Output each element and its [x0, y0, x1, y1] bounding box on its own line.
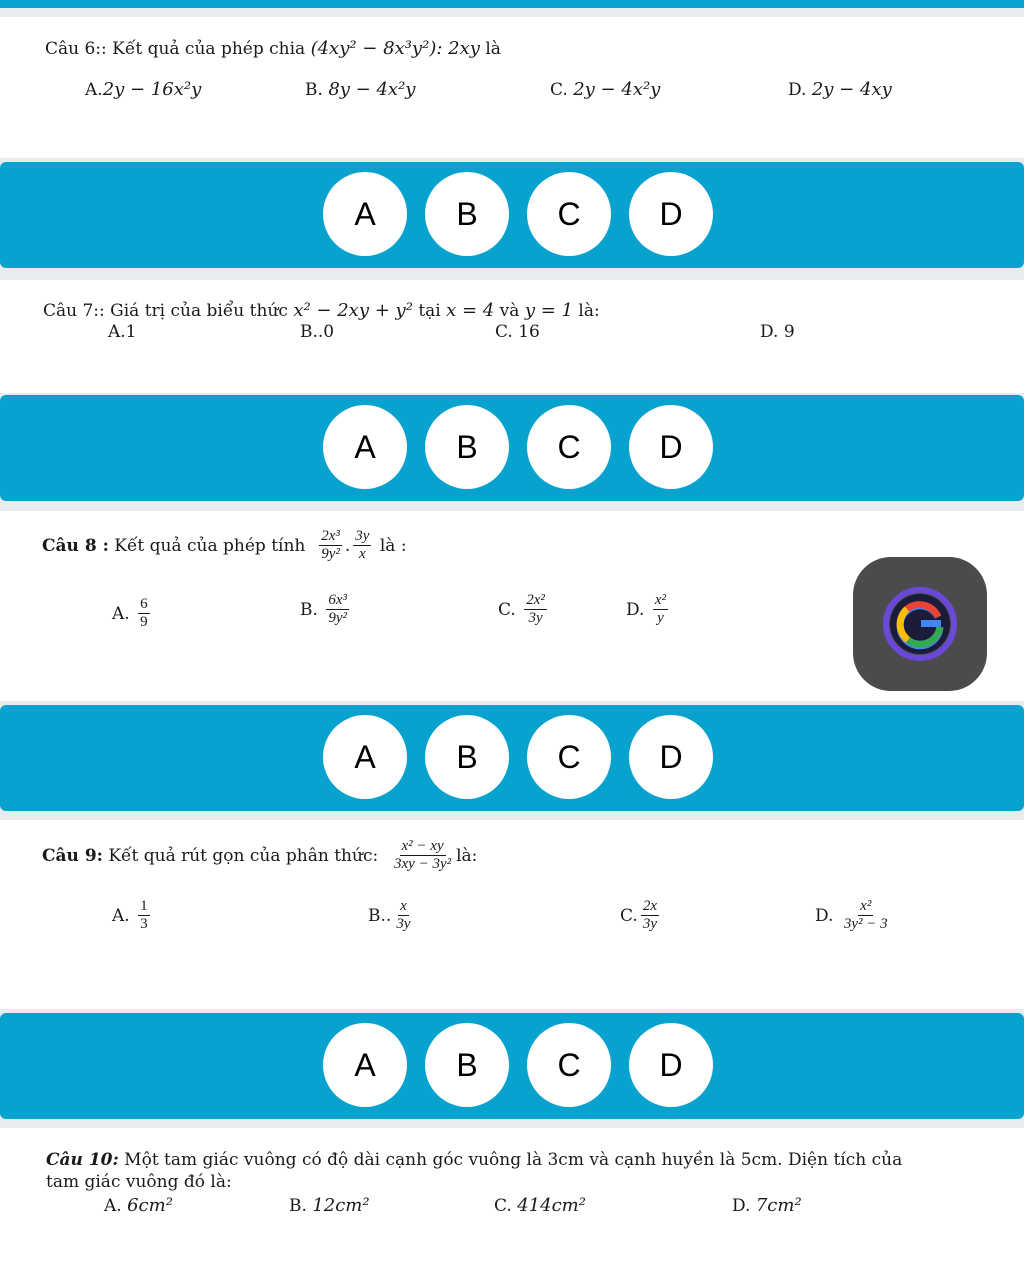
google-floating-button[interactable] — [853, 557, 987, 691]
q9-fraction: $\frac{\text{x² − xy}}{\text{3xy − 3y²}}$ — [394, 838, 452, 873]
q8-fraction-1: $\frac{\text{2x³}}{\text{9y²}}$ — [321, 528, 340, 563]
q8-choice-c-button[interactable]: C — [527, 715, 611, 799]
q9-option-d: D. $\frac{\text{x²}}{\text{3y² − 3}}$ — [815, 898, 888, 933]
q6-option-c: C. 2y − 4x²y — [550, 79, 661, 100]
q6-option-b: B. 8y − 4x²y — [305, 79, 416, 100]
q10-option-b: B. 12cm² — [289, 1195, 370, 1216]
q9-option-b: B.. $\frac{x}{3y}$ — [368, 898, 411, 933]
q7-option-b: B..0 — [300, 322, 335, 342]
q7-choice-d-button[interactable]: D — [629, 405, 713, 489]
q8-option-b: B. $\frac{\text{6x³}}{\text{9y²}}$ — [300, 592, 347, 627]
q7-option-a: A.1 — [108, 322, 137, 342]
answer-band-q8 — [0, 705, 1024, 811]
q8-option-c: C. $\frac{\text{2x²}}{3y}$ — [498, 592, 545, 627]
q10-option-a: A. 6cm² — [104, 1195, 173, 1216]
q6-choice-b-button[interactable]: B — [425, 172, 509, 256]
q10-option-c: C. 414cm² — [494, 1195, 586, 1216]
answer-band-q6 — [0, 162, 1024, 268]
q7-choice-a-button[interactable]: A — [323, 405, 407, 489]
q8-choice-a-button[interactable]: A — [323, 715, 407, 799]
question-8-prompt: Câu 8 : Kết quả của phép tính $\frac{\text{2x³}}{\text{9y²}}$ . $\frac{3y}{x}$ là : — [42, 528, 407, 563]
q7-option-c: C. 16 — [495, 322, 540, 342]
top-strip — [0, 0, 1024, 8]
q9-option-a: A. $\frac{1}{3}$ — [112, 898, 148, 933]
q6-choice-d-button[interactable]: D — [629, 172, 713, 256]
q10-option-d: D. 7cm² — [732, 1195, 802, 1216]
q6-choice-a-button[interactable]: A — [323, 172, 407, 256]
q6-suffix: là — [485, 39, 501, 59]
q6-option-a: A.2y − 16x²y — [85, 79, 202, 100]
q9-choice-b-button[interactable]: B — [425, 1023, 509, 1107]
question-10-line-1: Câu 10: Một tam giác vuông có độ dài cạnh góc vuông là 3cm và cạnh huyền là 5cm. Diện tích của — [46, 1150, 903, 1170]
q7-choice-c-button[interactable]: C — [527, 405, 611, 489]
q6-choice-c-button[interactable]: C — [527, 172, 611, 256]
q9-choice-c-button[interactable]: C — [527, 1023, 611, 1107]
q6-label: Câu 6:: Kết quả của phép chia — [45, 39, 306, 59]
q8-choice-b-button[interactable]: B — [425, 715, 509, 799]
q8-fraction-2: $\frac{3y}{x}$ — [355, 528, 370, 563]
question-7-prompt: Câu 7:: Giá trị của biểu thức x² − 2xy + y² tại x = 4 và y = 1 là: — [43, 300, 600, 321]
q7-option-d: D. 9 — [760, 322, 795, 342]
answer-band-q9 — [0, 1013, 1024, 1119]
question-9-prompt: Câu 9: Kết quả rút gọn của phân thức: $\frac{\text{x² − xy}}{\text{3xy − 3y²}}$ là: — [42, 838, 478, 873]
google-letter: G — [920, 593, 921, 594]
q7-choice-b-button[interactable]: B — [425, 405, 509, 489]
question-6-prompt — [45, 38, 501, 59]
q9-choice-d-button[interactable]: D — [629, 1023, 713, 1107]
google-assistant-icon — [875, 579, 965, 669]
q8-option-d: D. $\frac{\text{x²}}{y}$ — [626, 592, 666, 627]
q8-option-a: A. $\frac{6}{9}$ — [112, 596, 148, 631]
q6-expr: (4xy² − 8x³y²): 2xy — [310, 38, 480, 59]
q9-option-c: C. $\frac{2x}{3y}$ — [620, 898, 657, 933]
q9-choice-a-button[interactable]: A — [323, 1023, 407, 1107]
q6-option-d: D. 2y − 4xy — [788, 79, 892, 100]
q8-choice-d-button[interactable]: D — [629, 715, 713, 799]
answer-band-q7 — [0, 395, 1024, 501]
question-10-line-2: tam giác vuông đó là: — [46, 1172, 232, 1192]
